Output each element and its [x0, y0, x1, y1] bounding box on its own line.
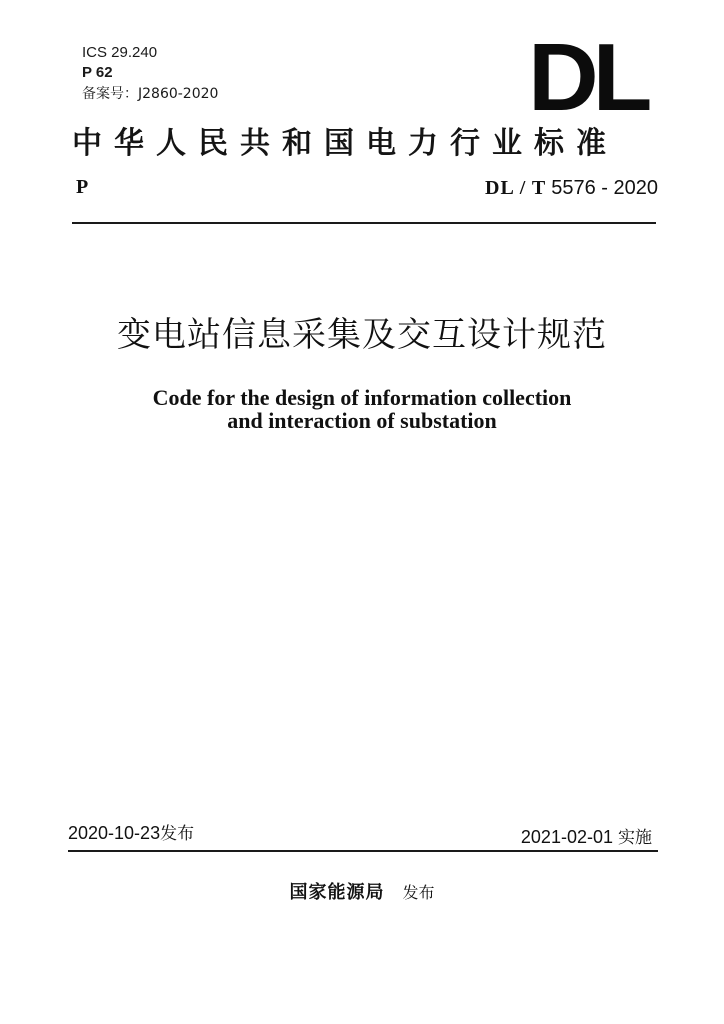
record-number: 备案号：J2860-2020 [82, 86, 219, 102]
publish-date-value: 2020-10-23 [68, 823, 161, 843]
publisher-line [0, 882, 724, 904]
document-title-en-line1: Code for the design of information collection [152, 385, 572, 410]
document-title-zh: 变电站信息采集及交互设计规范 [117, 315, 607, 355]
publisher-organization: 国家能源局 [289, 882, 385, 903]
standard-number [485, 177, 658, 199]
effective-date-label: 实施 [618, 828, 652, 848]
document-title-en-line2: and interaction of substation [227, 408, 497, 433]
bottom-divider [68, 850, 658, 852]
classification-letter: P [76, 176, 89, 198]
standard-series-title: 中华人民共和国电力行业标准 [72, 126, 618, 161]
publish-date-label: 发布 [160, 824, 195, 844]
publish-date [68, 822, 194, 845]
top-divider [72, 222, 656, 224]
standard-number-value: 5576 - 2020 [551, 177, 658, 199]
effective-date [521, 826, 652, 849]
dl-logo: DL [528, 24, 647, 131]
standard-number-prefix: DL / T [485, 177, 547, 199]
ics-code: ICS 29.240 [82, 44, 158, 61]
publisher-action: 发布 [402, 883, 435, 902]
ccs-code: P 62 [82, 64, 113, 81]
effective-date-value: 2021-02-01 [520, 827, 613, 847]
